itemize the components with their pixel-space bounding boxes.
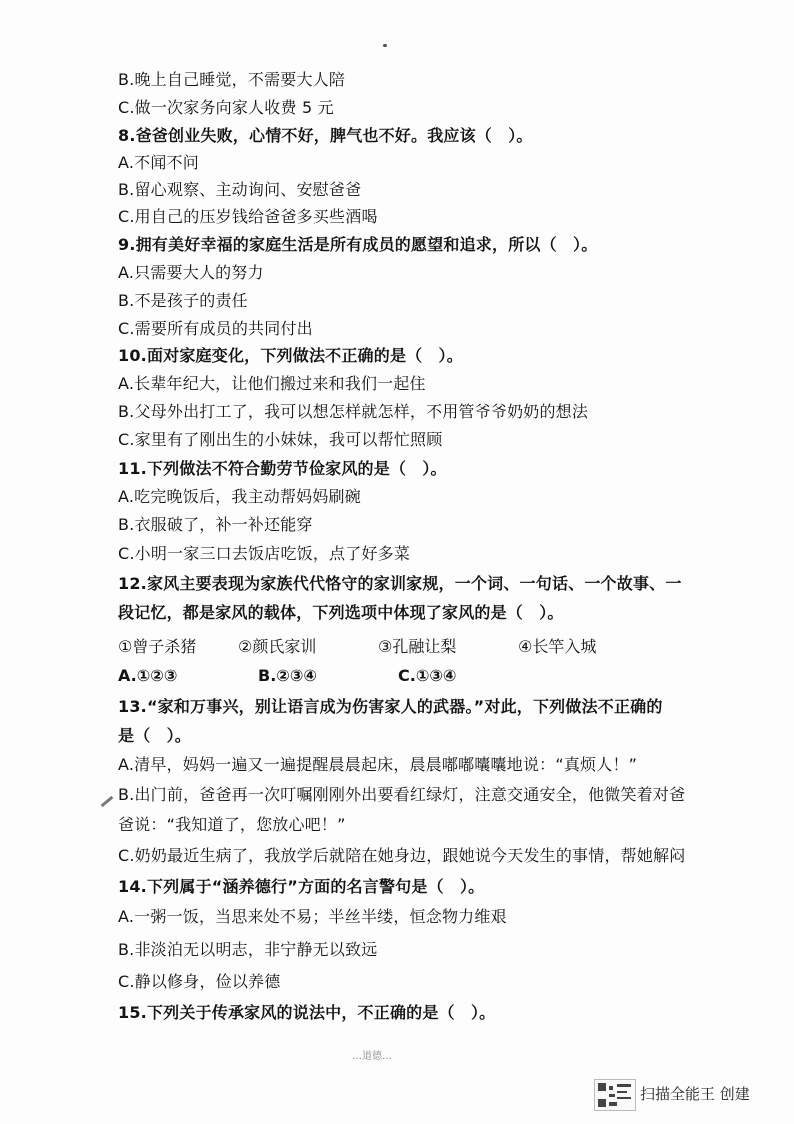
q12-items-row bbox=[118, 631, 718, 657]
q12-item-3: ③孔融让梨 bbox=[378, 637, 457, 656]
q8-option-c: C.用自己的压岁钱给爸爸多买些酒喝 bbox=[118, 207, 378, 226]
question-15: 15.下列关于传承家风的说法中，不正确的是（ ）。 bbox=[118, 1003, 496, 1022]
question-12-line1: 12.家风主要表现为家族代代恪守的家训家规，一个词、一句话、一个故事、一 bbox=[118, 574, 682, 593]
watermark-text: 扫描全能王 创建 bbox=[640, 1085, 750, 1103]
q12-choice-b: B.②③④ bbox=[258, 666, 317, 685]
question-13-line2: 是（ ）。 bbox=[118, 726, 192, 745]
q11-option-b: B.衣服破了，补一补还能穿 bbox=[118, 515, 313, 534]
question-12-line2: 段记忆，都是家风的载体，下列选项中体现了家风的是（ ）。 bbox=[118, 603, 564, 622]
scan-speck bbox=[383, 44, 387, 47]
q13-option-c: C.奶奶最近生病了，我放学后就陪在她身边，跟她说今天发生的事情，帮她解闷 bbox=[118, 846, 686, 865]
q12-item-2: ②颜氏家训 bbox=[238, 637, 317, 656]
q9-option-b: B.不是孩子的责任 bbox=[118, 291, 248, 310]
q14-option-a: A.一粥一饭，当思来处不易；半丝半缕，恒念物力维艰 bbox=[118, 907, 507, 926]
q12-item-4: ④长竿入城 bbox=[518, 637, 597, 656]
question-9: 9.拥有美好幸福的家庭生活是所有成员的愿望和追求，所以（ ）。 bbox=[118, 235, 598, 254]
q12-choices-row bbox=[118, 663, 718, 689]
q10-option-a: A.长辈年纪大，让他们搬过来和我们一起住 bbox=[118, 374, 426, 393]
q12-choice-a: A.①②③ bbox=[118, 666, 178, 685]
question-8: 8.爸爸创业失败，心情不好，脾气也不好。我应该（ ）。 bbox=[118, 126, 533, 145]
q13-option-b-line1: B.出门前，爸爸再一次叮嘱刚刚外出要看红绿灯，注意交通安全，他微笑着对爸 bbox=[118, 785, 686, 804]
q10-option-c: C.家里有了刚出生的小妹妹，我可以帮忙照顾 bbox=[118, 430, 443, 449]
question-14: 14.下列属于“涵养德行”方面的名言警句是（ ）。 bbox=[118, 877, 485, 896]
q13-option-a: A.清早，妈妈一遍又一遍提醒晨晨起床，晨晨嘟嘟囔囔地说：“真烦人！” bbox=[118, 755, 638, 774]
q9-option-a: A.只需要大人的努力 bbox=[118, 263, 264, 282]
option-b-sleep-alone: B.晚上自己睡觉，不需要大人陪 bbox=[118, 70, 346, 89]
q12-item-1: ①曾子杀猪 bbox=[118, 637, 197, 656]
q8-option-a: A.不闻不问 bbox=[118, 153, 199, 172]
q14-option-c: C.静以修身，俭以养德 bbox=[118, 972, 281, 991]
q12-choice-c: C.①③④ bbox=[398, 666, 457, 685]
page-footer: …道德… bbox=[352, 1051, 392, 1062]
q8-option-b: B.留心观察、主动询问、安慰爸爸 bbox=[118, 180, 362, 199]
q14-option-b: B.非淡泊无以明志，非宁静无以致远 bbox=[118, 940, 378, 959]
q9-option-c: C.需要所有成员的共同付出 bbox=[118, 319, 313, 338]
question-11: 11.下列做法不符合勤劳节俭家风的是（ ）。 bbox=[118, 459, 447, 478]
qr-logo-icon bbox=[594, 1079, 636, 1111]
q13-option-b-line2: 爸说：“我知道了，您放心吧！” bbox=[118, 815, 346, 834]
q11-option-a: A.吃完晚饭后，我主动帮妈妈刷碗 bbox=[118, 487, 361, 506]
option-c-charge-fee: C.做一次家务向家人收费 5 元 bbox=[118, 98, 334, 117]
scanner-watermark bbox=[594, 1076, 784, 1112]
q11-option-c: C.小明一家三口去饭店吃饭，点了好多菜 bbox=[118, 544, 411, 563]
question-10: 10.面对家庭变化，下列做法不正确的是（ ）。 bbox=[118, 346, 463, 365]
question-13-line1: 13.“家和万事兴，别让语言成为伤害家人的武器。”对此，下列做法不正确的 bbox=[118, 697, 663, 716]
q10-option-b: B.父母外出打工了，我可以想怎样就怎样，不用管爷爷奶奶的想法 bbox=[118, 402, 589, 421]
scan-scratch bbox=[101, 796, 114, 807]
